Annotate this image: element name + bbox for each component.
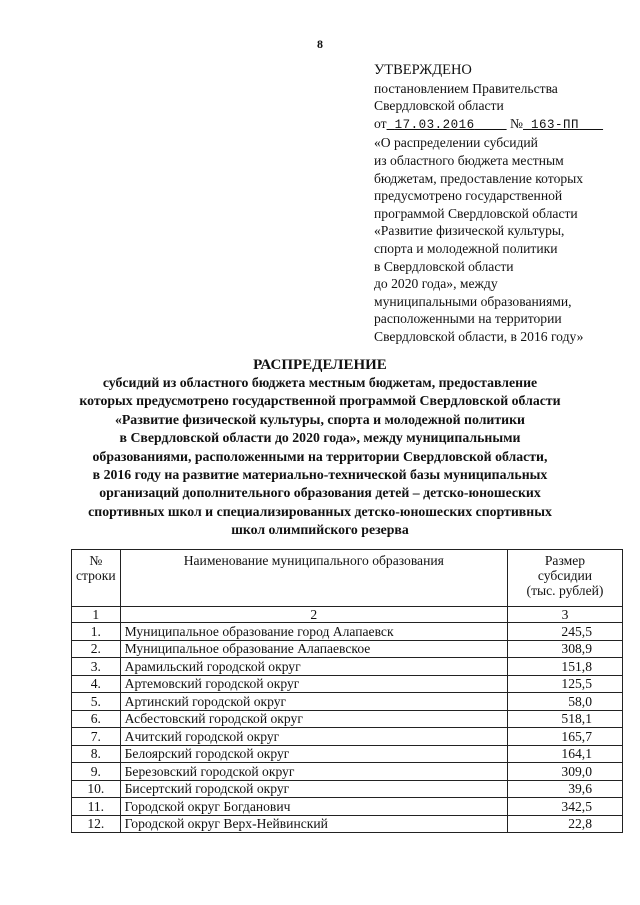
row-name: Артемовский городской округ — [120, 675, 507, 693]
title-line: «Развитие физической культуры, спорта и молодежной политики — [114, 411, 526, 427]
table-row — [72, 763, 623, 781]
row-name: Городской округ Богданович — [120, 798, 507, 816]
subject-line: муниципальными образованиями, — [374, 293, 572, 309]
table-row — [72, 728, 623, 746]
row-number: 3. — [72, 658, 121, 676]
row-number: 6. — [72, 710, 121, 728]
table-row — [72, 745, 623, 763]
row-name: Артинский городской округ — [120, 693, 507, 711]
approval-heading: УТВЕРЖДЕНО — [374, 62, 472, 78]
row-number: 1. — [72, 623, 121, 641]
column-number-row — [72, 607, 623, 623]
approval-line: Свердловской области — [374, 98, 504, 114]
row-amount: 164,1 — [507, 745, 622, 763]
row-name: Муниципальное образование город Алапаевск — [120, 623, 507, 641]
row-number: 10. — [72, 780, 121, 798]
row-amount: 58,0 — [507, 693, 622, 711]
subject-line: спорта и молодежной политики — [374, 240, 558, 256]
subject-line: Свердловской области, в 2016 году» — [374, 328, 584, 344]
subject-line: «О распределении субсидий — [374, 135, 538, 151]
row-name: Ачитский городской округ — [120, 728, 507, 746]
subject-line: расположенными на территории — [374, 311, 562, 327]
table-row — [72, 675, 623, 693]
title-main: РАСПРЕДЕЛЕНИЕ — [253, 357, 387, 373]
row-name: Асбестовский городской округ — [120, 710, 507, 728]
row-name: Городской округ Верх-Нейвинский — [120, 815, 507, 833]
approval-line: постановлением Правительства — [374, 80, 558, 96]
header-num: № строки — [72, 550, 121, 607]
table-row — [72, 815, 623, 833]
number-prefix: № — [510, 115, 523, 131]
approval-number: 163-ПП — [531, 117, 580, 132]
table-header-row — [72, 550, 623, 607]
table-row — [72, 658, 623, 676]
subject-line: программой Свердловской области — [374, 205, 578, 221]
table-row — [72, 693, 623, 711]
approval-block — [374, 62, 636, 346]
row-number: 11. — [72, 798, 121, 816]
row-amount: 308,9 — [507, 640, 622, 658]
row-number: 12. — [72, 815, 121, 833]
table-row — [72, 710, 623, 728]
table-row — [72, 780, 623, 798]
row-amount: 342,5 — [507, 798, 622, 816]
title-line: организаций дополнительного образования детей – детско-юношеских — [99, 485, 541, 501]
header-name: Наименование муниципального образования — [120, 550, 507, 607]
subject-line: бюджетам, предоставление которых — [374, 170, 584, 186]
header-amount: Размер субсидии (тыс. рублей) — [507, 550, 622, 607]
row-number: 4. — [72, 675, 121, 693]
table-row — [72, 623, 623, 641]
column-number: 2 — [120, 607, 507, 623]
row-name: Березовский городской округ — [120, 763, 507, 781]
row-amount: 309,0 — [507, 763, 622, 781]
row-number: 9. — [72, 763, 121, 781]
date-prefix: от — [374, 115, 387, 131]
title-line: которых предусмотрено государственной программой Свердловской области — [79, 393, 561, 409]
row-number: 2. — [72, 640, 121, 658]
subsidy-table — [71, 549, 623, 833]
column-number: 3 — [507, 607, 622, 623]
row-amount: 245,5 — [507, 623, 622, 641]
title-line: в 2016 году на развитие материально-технической базы муниципальных — [92, 467, 548, 483]
row-name: Бисертский городской округ — [120, 780, 507, 798]
title-line: в Свердловской области до 2020 года», между муниципальными — [119, 430, 521, 446]
row-amount: 39,6 — [507, 780, 622, 798]
column-number: 1 — [72, 607, 121, 623]
row-amount: 151,8 — [507, 658, 622, 676]
row-name: Белоярский городской округ — [120, 745, 507, 763]
page-number: 8 — [317, 37, 323, 51]
row-amount: 22,8 — [507, 815, 622, 833]
document-title — [40, 356, 600, 540]
row-amount: 165,7 — [507, 728, 622, 746]
subject-line: из областного бюджета местным — [374, 152, 564, 168]
subject-line: в Свердловской области — [374, 258, 514, 274]
row-number: 8. — [72, 745, 121, 763]
row-amount: 518,1 — [507, 710, 622, 728]
row-name: Муниципальное образование Алапаевское — [120, 640, 507, 658]
title-line: субсидий из областного бюджета местным бюджетам, предоставление — [102, 375, 538, 390]
title-line: школ олимпийского резерва — [231, 522, 409, 538]
table-row — [72, 798, 623, 816]
row-amount: 125,5 — [507, 675, 622, 693]
approval-date-line — [374, 115, 636, 135]
table-row — [72, 640, 623, 658]
row-name: Арамильский городской округ — [120, 658, 507, 676]
row-number: 5. — [72, 693, 121, 711]
subject-line: «Развитие физической культуры, — [374, 223, 565, 239]
approval-date: 17.03.2016 — [394, 117, 475, 132]
title-line: образованиями, расположенными на территории Свердловской области, — [92, 448, 548, 464]
subject-line: предусмотрено государственной — [374, 188, 563, 204]
subject-line: до 2020 года», между — [374, 276, 498, 292]
row-number: 7. — [72, 728, 121, 746]
title-line: спортивных школ и специализированных детско-юношеских спортивных — [88, 503, 552, 519]
